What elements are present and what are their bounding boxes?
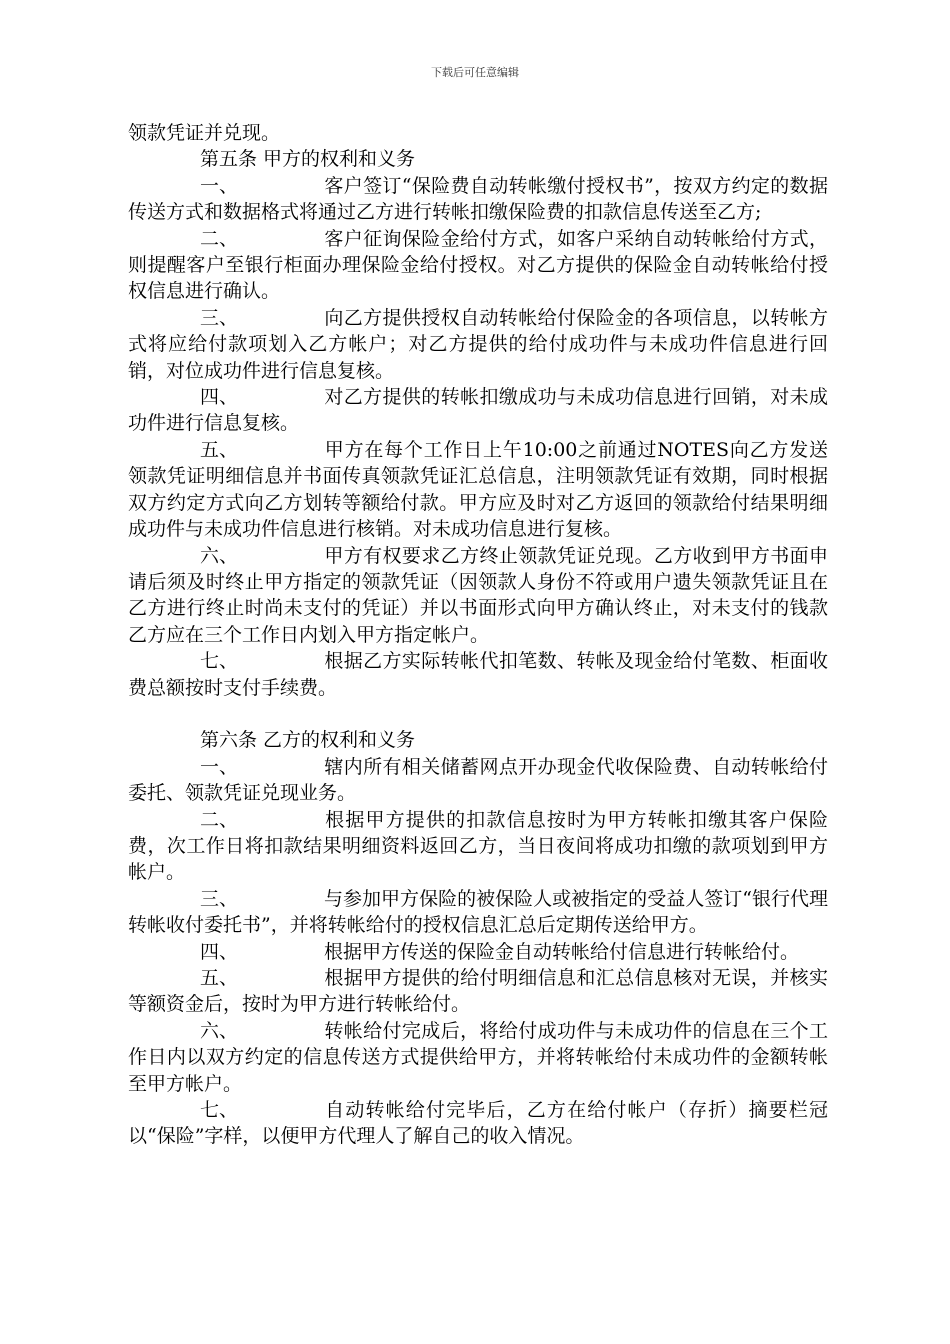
section-6-item-number: 四、 (200, 940, 239, 963)
section-6-item-number: 三、 (200, 887, 239, 910)
section-6-item (128, 1097, 828, 1150)
section-6-item-text: 与参加甲方保险的被保险人或被指定的受益人签订“银行代理转帐收付委托书”，并将转帐给付的授权信息汇总后定期传送给甲方。 (128, 887, 828, 937)
section-6-item-text: 辖内所有相关储蓄网点开办现金代收保险费、自动转帐给付委托、领款凭证兑现业务。 (128, 755, 828, 805)
section-6-item-text: 根据甲方提供的给付明细信息和汇总信息核对无误，并核实等额资金后，按时为甲方进行转帐给付。 (128, 966, 828, 1016)
section-5-title: 第五条 甲方的权利和义务 (200, 148, 416, 171)
section-6-item (128, 965, 828, 1018)
section-5-item (128, 173, 828, 226)
section-5-item-number: 一、 (200, 174, 239, 197)
section-5-item (128, 437, 828, 543)
section-6-item (128, 754, 828, 807)
section-6-item-text: 自动转帐给付完毕后，乙方在给付帐户（存折）摘要栏冠以“保险”字样，以便甲方代理人了解自己的收入情况。 (128, 1099, 828, 1148)
page-header: 下载后可任意编辑 (431, 66, 519, 79)
section-5-item (128, 226, 828, 305)
section-6-item-number: 七、 (200, 1099, 239, 1122)
section-5-item-text: 甲方有权要求乙方终止领款凭证兑现。乙方收到甲方书面申请后须及时终止甲方指定的领款凭证（因领款人身份不符或用户遗失领款凭证且在乙方进行终止时尚未支付的凭证）并以书面形式向甲方确认终止，对未支付的钱款乙方应在三个工作日内划入甲方指定帐户。 (128, 544, 828, 646)
section-5-item-text: 客户征询保险金给付方式，如客户采纳自动转帐给付方式，则提醒客户至银行柜面办理保险金给付授权。对乙方提供的保险金自动转帐给付授权信息进行确认。 (128, 227, 828, 303)
section-5-item-number: 三、 (200, 306, 239, 329)
section-6-item (128, 807, 828, 886)
section-5-item (128, 384, 828, 437)
section-5-item-text: 对乙方提供的转帐扣缴成功与未成功信息进行回销，对未成功件进行信息复核。 (128, 386, 828, 435)
section-6-item-text: 根据甲方传送的保险金自动转帐给付信息进行转帐给付。 (324, 940, 800, 963)
section-5-item-number: 五、 (200, 438, 239, 461)
section-5-item-number: 二、 (200, 227, 239, 250)
section-5-item-text: 客户签订“保险费自动转帐缴付授权书”，按双方约定的数据传送方式和数据格式将通过乙方进行转帐扣缴保险费的扣款信息传送至乙方; (128, 174, 828, 224)
section-5-item-number: 七、 (200, 650, 239, 673)
section-6-item-number: 一、 (200, 755, 239, 778)
section-5-item-text: 甲方在每个工作日上午10:00之前通过NOTES向乙方发送领款凭证明细信息并书面传真领款凭证汇总信息，注明领款凭证有效期，同时根据双方约定方式向乙方划转等额给付款。甲方应及时对乙方返回的领款给付结果明细成功件与未成功件信息进行核销。对未成功信息进行复核。 (128, 438, 828, 541)
section-6-items (128, 754, 828, 1150)
intro-line: 领款凭证并兑现。 (128, 122, 281, 144)
section-5-item (128, 543, 828, 649)
section-5-item-text: 根据乙方实际转帐代扣笔数、转帐及现金给付笔数、柜面收费总额按时支付手续费。 (128, 650, 828, 699)
section-6-item-number: 五、 (200, 966, 239, 989)
section-5-items (128, 173, 828, 701)
section-5-item-text: 向乙方提供授权自动转帐给付保险金的各项信息，以转帐方式将应给付款项划入乙方帐户；对乙方提供的给付成功件与未成功件信息进行回销，对位成功件进行信息复核。 (128, 306, 828, 382)
document-body (128, 120, 828, 1150)
section-6-item (128, 939, 828, 965)
section-5-item (128, 648, 828, 701)
section-6-item-text: 转帐给付完成后，将给付成功件与未成功件的信息在三个工作日内以双方约定的信息传送方式提供给甲方，并将转帐给付未成功件的金额转帐至甲方帐户。 (128, 1019, 828, 1095)
section-5-item (128, 305, 828, 384)
section-6-title: 第六条 乙方的权利和义务 (200, 729, 416, 752)
section-5-item-number: 四、 (200, 386, 239, 409)
section-6-item-number: 二、 (200, 808, 239, 831)
section-6-item-number: 六、 (200, 1019, 239, 1042)
section-6-item-text: 根据甲方提供的扣款信息按时为甲方转帐扣缴其客户保险费，次工作日将扣款结果明细资料返回乙方，当日夜间将成功扣缴的款项划到甲方帐户。 (128, 808, 828, 884)
section-6-item (128, 886, 828, 939)
section-gap (128, 701, 828, 727)
section-6-item (128, 1018, 828, 1097)
section-5-item-number: 六、 (200, 544, 239, 567)
